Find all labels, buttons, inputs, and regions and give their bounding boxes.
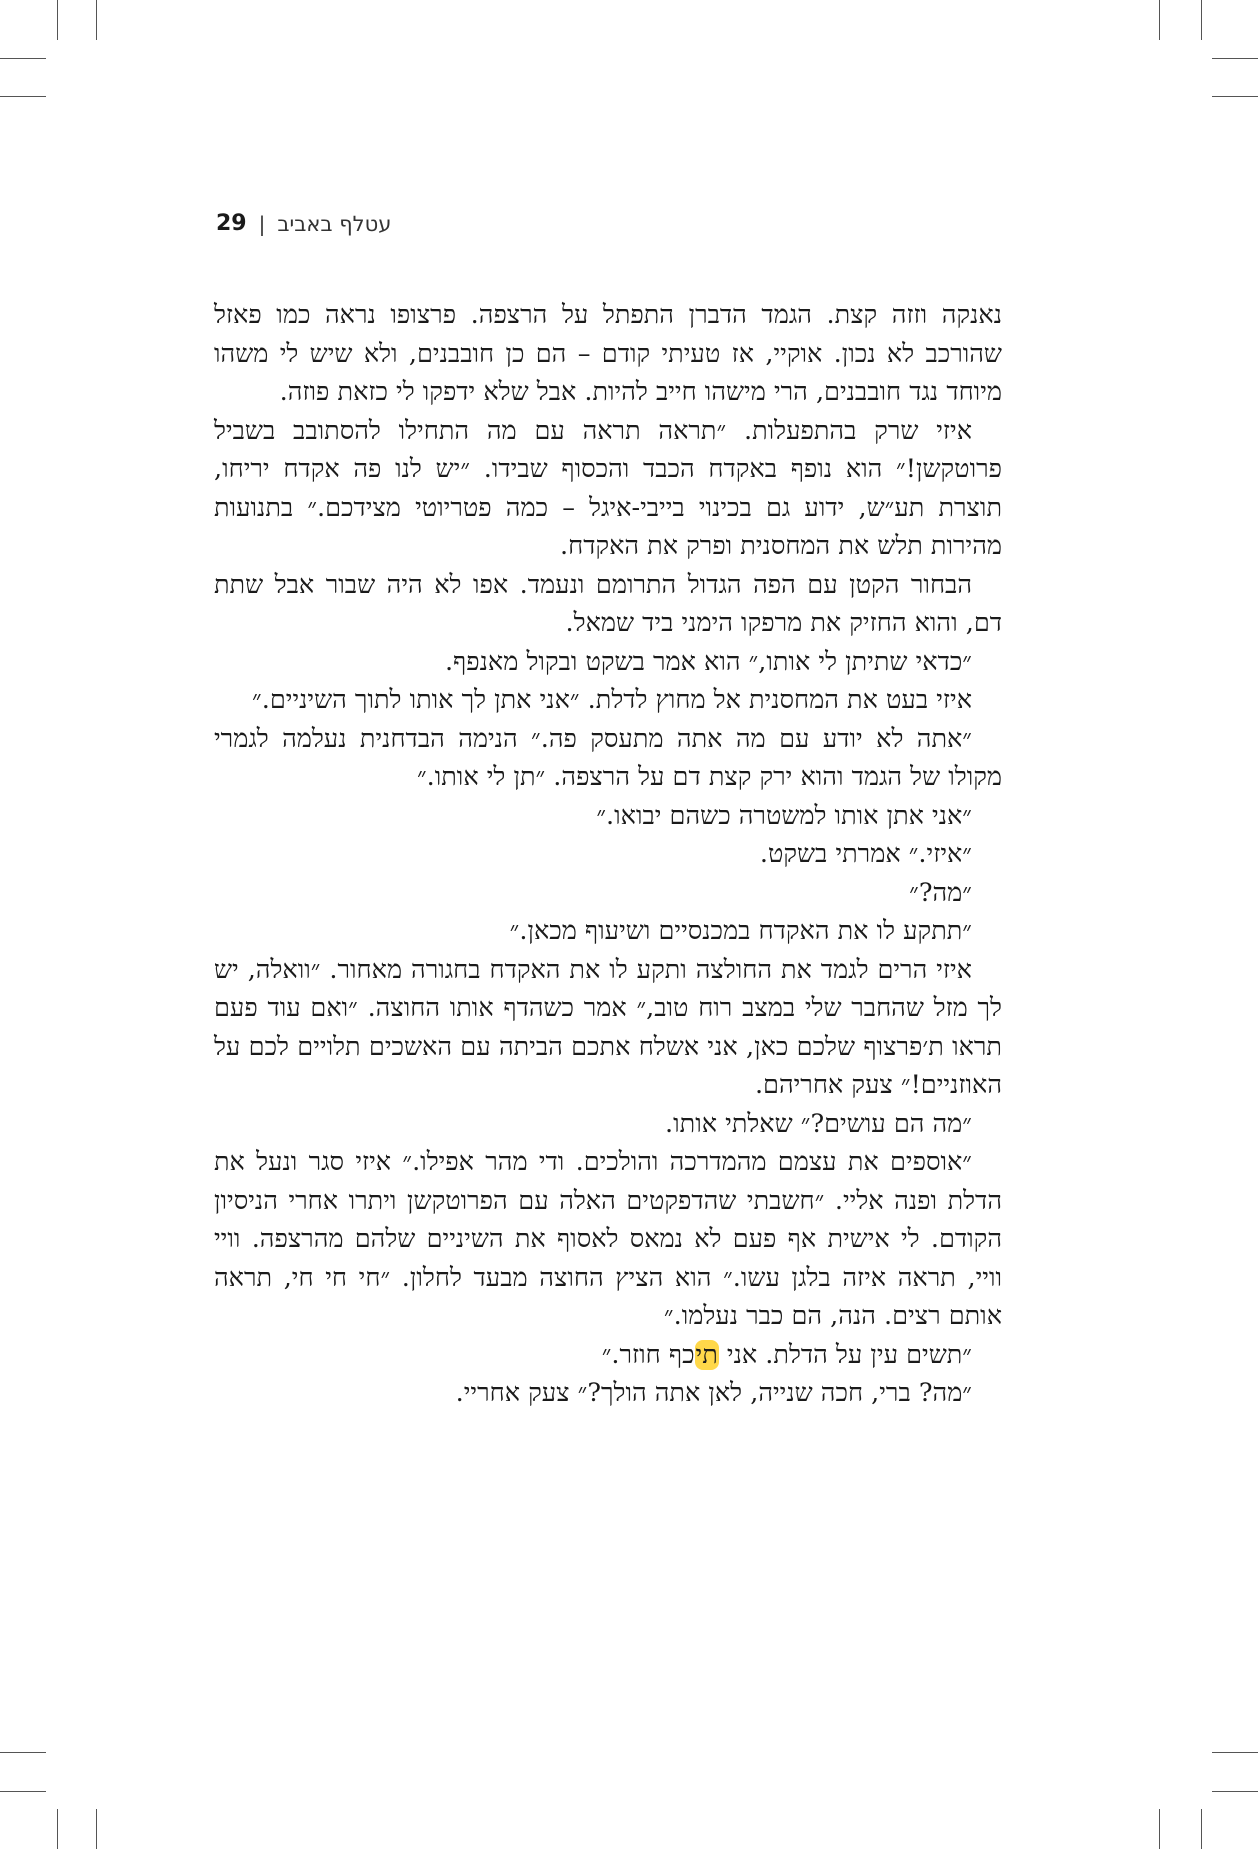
paragraph: איזי שרק בהתפעלות. ״תראה תראה עם מה התחילו להסתובב בשביל פרוטקשן!״ הוא נופף באקדח הכבד והכסוף שבידו. ״יש לנו פה אקדח יריחו, תוצרת תע״ש, ידוע גם בכינוי בייבי-איגל – כמה פטריוטי מצידכם.״ בתנועות מהירות תלש את המחסנית ופרק את האקדח. — [214, 415, 1002, 561]
crop-mark — [96, 1809, 97, 1849]
text-segment: כף חוזר.״ — [601, 1339, 695, 1370]
crop-mark — [1212, 1791, 1258, 1792]
page-number: 29 — [216, 211, 247, 236]
book-title: עטלף באביב — [277, 212, 392, 236]
paragraph: ״אוספים את עצמם מהמדרכה והולכים. ודי מהר אפילו.״ איזי סגר ונעל את הדלת ופנה אליי. ״חשבתי שהדפקטים האלה עם הפרוטקשן ויתרו אחרי הניסיון הקודם. לי אישית אף פעם לא נמאס לאסוף את השיניים שלהם מהרצפה. וויי וויי, תראה איזה בלגן עשו.״ הוא הציץ החוצה מבעד לחלון. ״חי חי חי, תראה אותם רצים. הנה, הם כבר נעלמו.״ — [214, 1147, 1002, 1331]
paragraph: ״מה? ברי, חכה שנייה, לאן אתה הולך?״ צעק אחריי. — [455, 1378, 972, 1408]
crop-mark — [1212, 58, 1258, 59]
paragraph: ״מה?״ — [909, 877, 972, 908]
crop-mark — [0, 58, 46, 59]
paragraph: איזי הרים לגמד את החולצה ותקע לו את האקדח בחגורה מאחור. ״וואלה, יש לך מזל שהחבר שלי במצב רוח טוב,״ אמר כשהדף אותו החוצה. ״ואם עוד פעם תראו ת׳פרצוף שלכם כאן, אני אשלח אתכם הביתה עם האשכים תלויים לכם על האוזניים!״ צעק אחריהם. — [214, 954, 1002, 1100]
paragraph: ״אתה לא יודע עם מה אתה מתעסק פה.״ הנימה הבדחנית נעלמה לגמרי מקולו של הגמד והוא ירק קצת דם על הרצפה. ״תן לי אותו.״ — [214, 723, 1002, 792]
crop-mark — [1201, 0, 1202, 40]
crop-mark — [0, 1752, 46, 1753]
crop-mark — [96, 0, 97, 40]
crop-mark — [1212, 1752, 1258, 1753]
paragraph: ״איזי.״ אמרתי בשקט. — [759, 839, 972, 869]
running-head — [216, 209, 391, 239]
paragraph: איזי בעט את המחסנית אל מחוץ לדלת. ״אני אתן לך אותו לתוך השיניים.״ — [252, 685, 972, 715]
body-text — [214, 296, 1002, 1413]
paragraph: ״תתקע לו את האקדח במכנסיים ושיעוף מכאן.״ — [509, 916, 972, 946]
paragraph: ״אני אתן אותו למשטרה כשהם יבואו.״ — [596, 800, 972, 831]
paragraph: נאנקה וזזה קצת. הגמד הדברן התפתל על הרצפה. פרצופו נראה כמו פאזל שהורכב לא נכון. אוקיי, אז טעיתי קודם – הם כן חובבנים, ולא שיש לי משהו מיוחד נגד חובבנים, הרי מישהו חייב להיות. אבל שלא ידפקו לי כזאת פוזה. — [214, 300, 1002, 407]
text-highlight: תי — [695, 1339, 718, 1370]
crop-mark — [1159, 0, 1160, 40]
paragraph: ״מה הם עושים?״ שאלתי אותו. — [665, 1108, 972, 1139]
crop-mark — [57, 1809, 58, 1849]
header-separator: | — [258, 212, 266, 236]
crop-mark — [1201, 1809, 1202, 1849]
text-segment: ״תשים עין על הדלת. אני — [718, 1339, 972, 1370]
crop-mark — [0, 96, 46, 97]
crop-mark — [57, 0, 58, 40]
paragraph: ״כדאי שתיתן לי אותו,״ הוא אמר בשקט ובקול מאנפף. — [444, 646, 972, 677]
paragraph-with-highlight — [214, 1336, 1002, 1375]
paragraph: הבחור הקטן עם הפה הגדול התרומם ונעמד. אפו לא היה שבור אבל שתת דם, והוא החזיק את מרפקו הימני ביד שמאל. — [214, 569, 1002, 638]
crop-mark — [0, 1791, 46, 1792]
crop-mark — [1212, 96, 1258, 97]
crop-mark — [1159, 1809, 1160, 1849]
